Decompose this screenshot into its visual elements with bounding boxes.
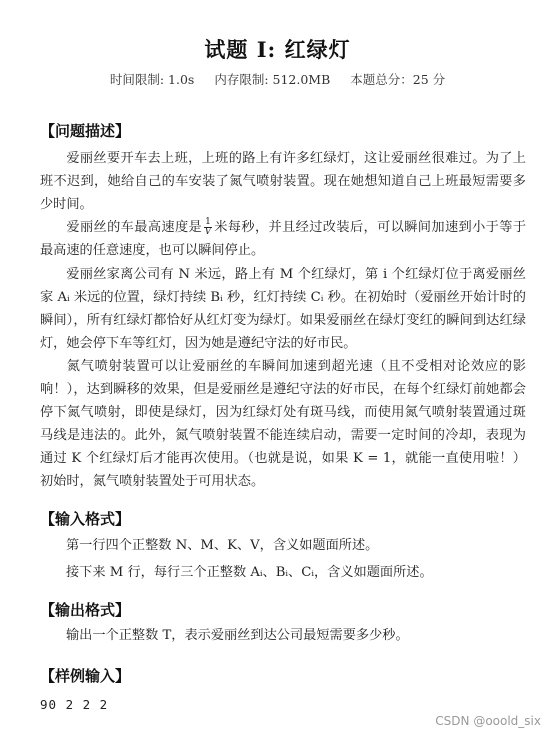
description-paragraph-3 bbox=[40, 263, 526, 355]
memory-limit: 内存限制: 512.0MB bbox=[214, 72, 331, 87]
description-p2-after: 米每秒，并且经过改装后，可以瞬间加速到小于等于最高速的任意速度，也可以瞬间停止。 bbox=[40, 220, 527, 258]
limits-bar bbox=[0, 70, 555, 88]
description-paragraph-1 bbox=[40, 147, 526, 216]
input-line-1: 第一行四个正整数 N、M、K、V，含义如题面所述。 bbox=[66, 538, 379, 553]
fraction-numerator: 1 bbox=[205, 217, 211, 227]
sample-input-text: 90 2 2 2 bbox=[40, 697, 109, 712]
description-heading: 【问题描述】 bbox=[40, 122, 131, 140]
description-p1-text: 爱丽丝要开车去上班，上班的路上有许多红绿灯，这让爱丽丝很难过。为了上班不迟到，她给自己的车安装了氮气喷射装置。现在她想知道自己上班最短需要多少时间。 bbox=[40, 151, 526, 212]
page-title: 试题 I: 红绿灯 bbox=[204, 37, 351, 62]
time-limit: 时间限制: 1.0s bbox=[109, 72, 195, 87]
sample-input-heading: 【样例输入】 bbox=[40, 667, 131, 685]
description-p2-before: 爱丽丝的车最高速度是 bbox=[66, 220, 203, 235]
fraction-denominator: V bbox=[204, 227, 212, 237]
output-heading: 【输出格式】 bbox=[40, 601, 131, 619]
watermark: CSDN @ooold_six bbox=[435, 714, 541, 728]
description-p3-text: 爱丽丝家离公司有 N 米远，路上有 M 个红绿灯，第 i 个红绿灯位于离爱丽丝家 Aᵢ 米远的位置，绿灯持续 Bᵢ 秒，红灯持续 Cᵢ 秒。在初始时（爱丽丝开始计时的瞬间），所有红绿灯都恰好从红灯变为绿灯。如果爱丽丝在绿灯变红的瞬间到达红绿灯，她会停下车等红灯，因为她是遵纪守法的好市民。 bbox=[40, 267, 526, 351]
description-paragraph-2 bbox=[40, 216, 526, 262]
speed-fraction bbox=[204, 218, 212, 237]
description-paragraph-4 bbox=[40, 355, 526, 493]
input-heading: 【输入格式】 bbox=[40, 510, 131, 528]
total-score: 本题总分：25 分 bbox=[350, 72, 446, 87]
output-line-1: 输出一个正整数 T，表示爱丽丝到达公司最短需要多少秒。 bbox=[66, 628, 409, 643]
input-line-2: 接下来 M 行，每行三个正整数 Aᵢ、Bᵢ、Cᵢ，含义如题面所述。 bbox=[66, 565, 433, 580]
description-p4-text: 氮气喷射装置可以让爱丽丝的车瞬间加速到超光速（且不受相对论效应的影响！），达到瞬移的效果，但是爱丽丝是遵纪守法的好市民，在每个红绿灯前她都会停下氮气喷射，即使是绿灯，因为红绿灯处有斑马线，而使用氮气喷射装置通过斑马线是违法的。此外，氮气喷射装置不能连续启动，需要一定时间的冷却，表现为通过 K 个红绿灯后才能再次使用。（也就是说，如果 K = 1，就能一直使用啦！）初始时，氮气喷射装置处于可用状态。 bbox=[40, 359, 526, 489]
